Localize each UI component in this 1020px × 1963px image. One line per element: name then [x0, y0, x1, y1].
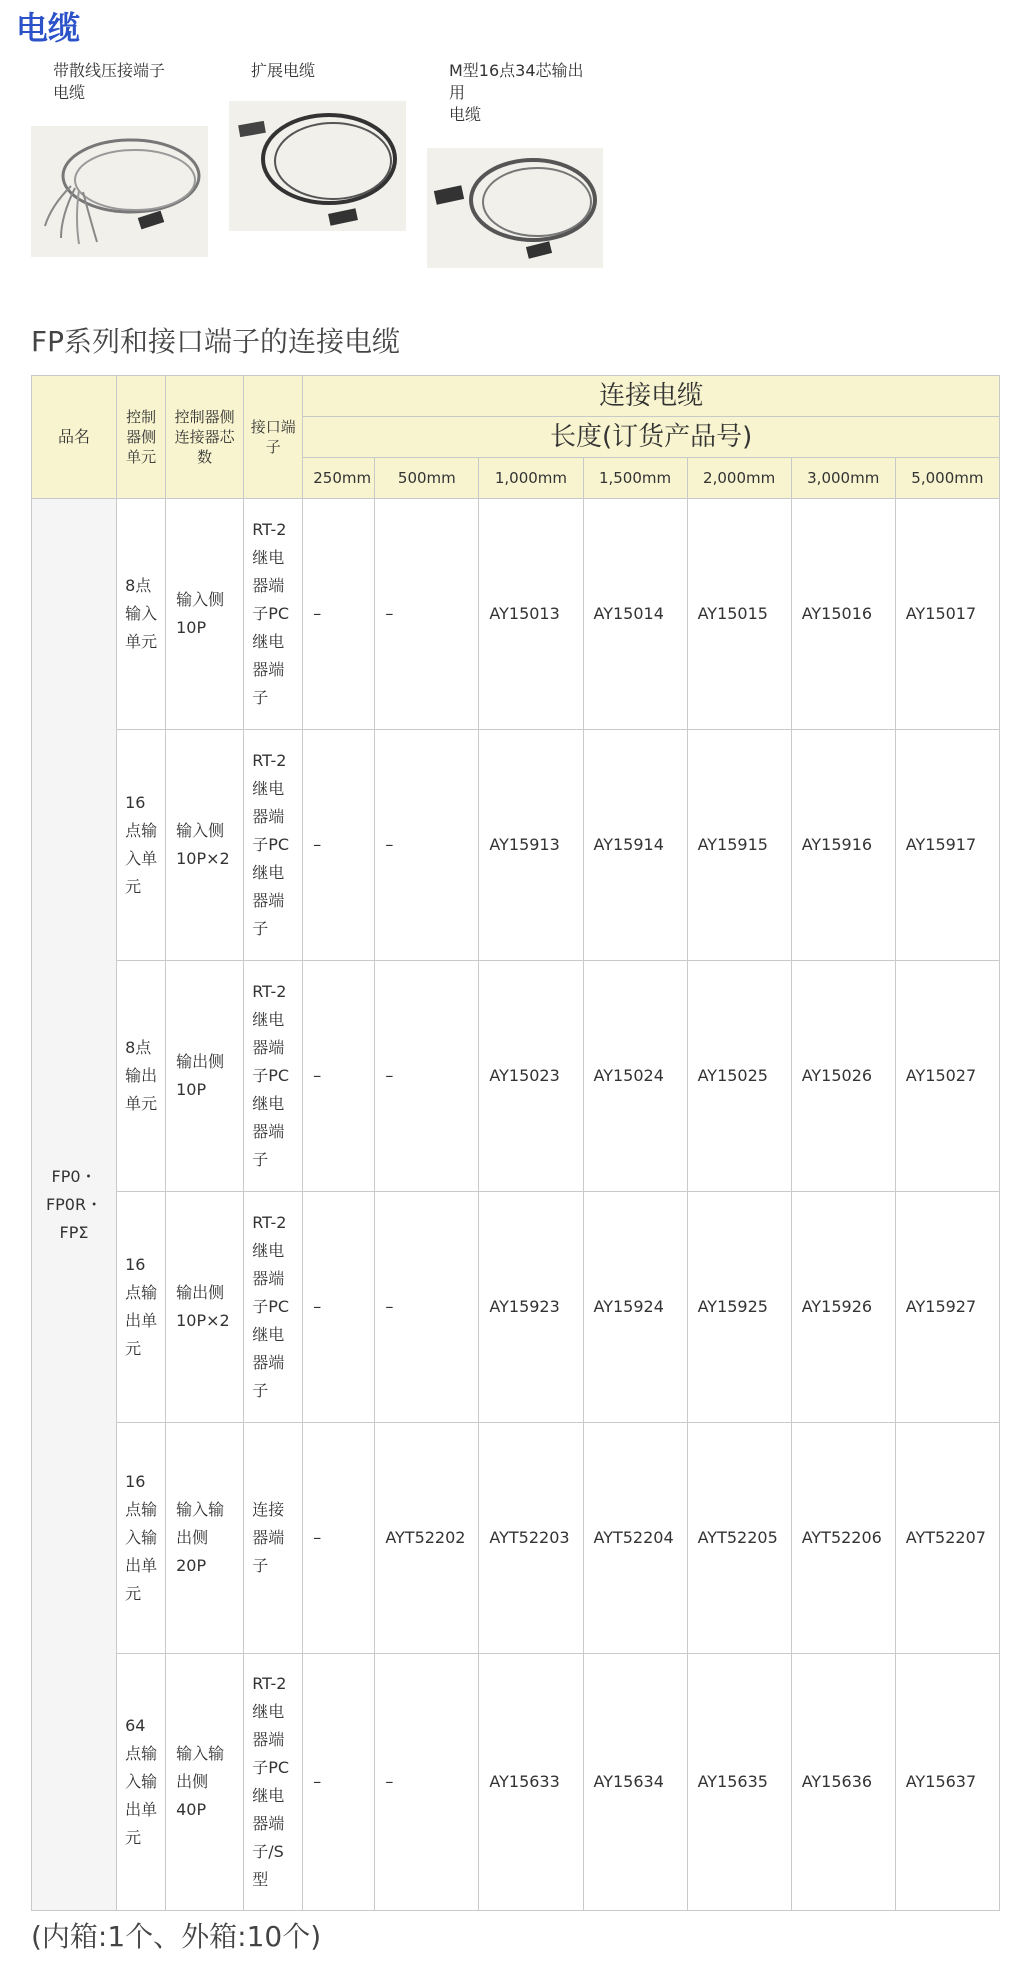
product-image-extension-cable	[229, 101, 406, 231]
unit-cell: 16点输入输出单元	[117, 1423, 166, 1654]
order-code-cell: –	[303, 730, 375, 961]
order-code-cell: AY15633	[479, 1654, 583, 1911]
header-length-1500: 1,500mm	[583, 458, 687, 499]
header-length-1000: 1,000mm	[479, 458, 583, 499]
connector-cell: 输入输出侧20P	[166, 1423, 244, 1654]
order-code-cell: –	[303, 1423, 375, 1654]
order-code-cell: AY15017	[895, 499, 999, 730]
product-caption: 带散线压接端子 电缆	[53, 61, 166, 102]
product-group-cell: FP0・FP0R・FPΣ	[32, 499, 117, 1911]
order-code-cell: AY15634	[583, 1654, 687, 1911]
order-code-cell: AY15917	[895, 730, 999, 961]
order-code-cell: AY15014	[583, 499, 687, 730]
connector-cell: 输入侧10P×2	[166, 730, 244, 961]
table-header-row	[32, 376, 1000, 417]
order-code-cell: AY15916	[791, 730, 895, 961]
header-controller-unit: 控制器侧单元	[117, 376, 166, 499]
header-length-order: 长度(订货产品号)	[303, 417, 1000, 458]
unit-cell: 8点输入单元	[117, 499, 166, 730]
order-code-cell: AY15914	[583, 730, 687, 961]
header-length-5000: 5,000mm	[895, 458, 999, 499]
order-code-cell: –	[375, 1192, 479, 1423]
table-row	[32, 499, 1000, 730]
cable-coil-icon	[427, 148, 603, 268]
page-title: 电缆	[16, 9, 81, 47]
order-code-cell: –	[303, 1192, 375, 1423]
cable-coil-icon	[31, 126, 208, 257]
packaging-note: (内箱:1个、外箱:10个)	[31, 1920, 322, 1953]
table-row	[32, 730, 1000, 961]
order-code-cell: AY15026	[791, 961, 895, 1192]
header-controller-connector: 控制器侧连接器芯数	[166, 376, 244, 499]
unit-cell: 16点输入单元	[117, 730, 166, 961]
unit-cell: 64点输入输出单元	[117, 1654, 166, 1911]
order-code-cell: AY15925	[687, 1192, 791, 1423]
order-code-cell: AY15015	[687, 499, 791, 730]
order-code-cell: AY15027	[895, 961, 999, 1192]
order-code-cell: AY15025	[687, 961, 791, 1192]
order-code-cell: AYT52202	[375, 1423, 479, 1654]
table-row	[32, 1423, 1000, 1654]
terminal-cell: RT-2继电器端子PC继电器端子	[244, 1192, 303, 1423]
connector-cell: 输出侧10P	[166, 961, 244, 1192]
order-code-cell: –	[375, 730, 479, 961]
order-code-cell: AY15016	[791, 499, 895, 730]
order-code-cell: –	[303, 961, 375, 1192]
connector-cell: 输入侧10P	[166, 499, 244, 730]
table-row	[32, 1654, 1000, 1911]
order-code-cell: AYT52207	[895, 1423, 999, 1654]
header-product-name: 品名	[32, 376, 117, 499]
order-code-cell: AY15024	[583, 961, 687, 1192]
header-length-250: 250mm	[303, 458, 375, 499]
terminal-cell: RT-2继电器端子PC继电器端子	[244, 730, 303, 961]
order-code-cell: –	[375, 961, 479, 1192]
connector-cell: 输出侧10P×2	[166, 1192, 244, 1423]
unit-cell: 8点输出单元	[117, 961, 166, 1192]
order-code-cell: –	[375, 499, 479, 730]
order-code-cell: AY15913	[479, 730, 583, 961]
order-code-cell: AYT52205	[687, 1423, 791, 1654]
header-length-500: 500mm	[375, 458, 479, 499]
order-code-cell: –	[303, 499, 375, 730]
order-code-cell: AY15637	[895, 1654, 999, 1911]
order-code-cell: AY15926	[791, 1192, 895, 1423]
terminal-cell: RT-2继电器端子PC继电器端子	[244, 499, 303, 730]
product-card	[229, 60, 419, 104]
order-code-cell: AY15013	[479, 499, 583, 730]
order-code-cell: –	[375, 1654, 479, 1911]
order-code-cell: AY15635	[687, 1654, 791, 1911]
order-code-cell: AY15924	[583, 1192, 687, 1423]
order-code-cell: –	[303, 1654, 375, 1911]
terminal-cell: RT-2继电器端子PC继电器端子/S型	[244, 1654, 303, 1911]
section-title: FP系列和接口端子的连接电缆	[31, 325, 400, 358]
header-connection-cable: 连接电缆	[303, 376, 1000, 417]
product-caption: 扩展电缆	[251, 61, 316, 80]
product-image-loose-wire-cable	[31, 126, 208, 257]
cable-coil-icon	[229, 101, 406, 231]
order-code-cell: AY15927	[895, 1192, 999, 1423]
header-length-3000: 3,000mm	[791, 458, 895, 499]
product-card	[31, 60, 221, 104]
header-length-2000: 2,000mm	[687, 458, 791, 499]
order-code-cell: AY15023	[479, 961, 583, 1192]
order-code-cell: AY15915	[687, 730, 791, 961]
order-code-cell: AYT52206	[791, 1423, 895, 1654]
order-code-cell: AYT52203	[479, 1423, 583, 1654]
terminal-cell: RT-2继电器端子PC继电器端子	[244, 961, 303, 1192]
product-image-m-type-cable	[427, 148, 603, 268]
table-row	[32, 961, 1000, 1192]
product-caption: M型16点34芯输出 用 电缆	[449, 61, 584, 124]
order-code-cell: AY15923	[479, 1192, 583, 1423]
connector-cell: 输入输出侧40P	[166, 1654, 244, 1911]
order-code-cell: AYT52204	[583, 1423, 687, 1654]
product-card	[427, 60, 617, 126]
connection-cable-table	[31, 375, 1000, 1911]
terminal-cell: 连接器端子	[244, 1423, 303, 1654]
order-code-cell: AY15636	[791, 1654, 895, 1911]
table-row	[32, 1192, 1000, 1423]
header-interface-terminal: 接口端子	[244, 376, 303, 499]
unit-cell: 16点输出单元	[117, 1192, 166, 1423]
